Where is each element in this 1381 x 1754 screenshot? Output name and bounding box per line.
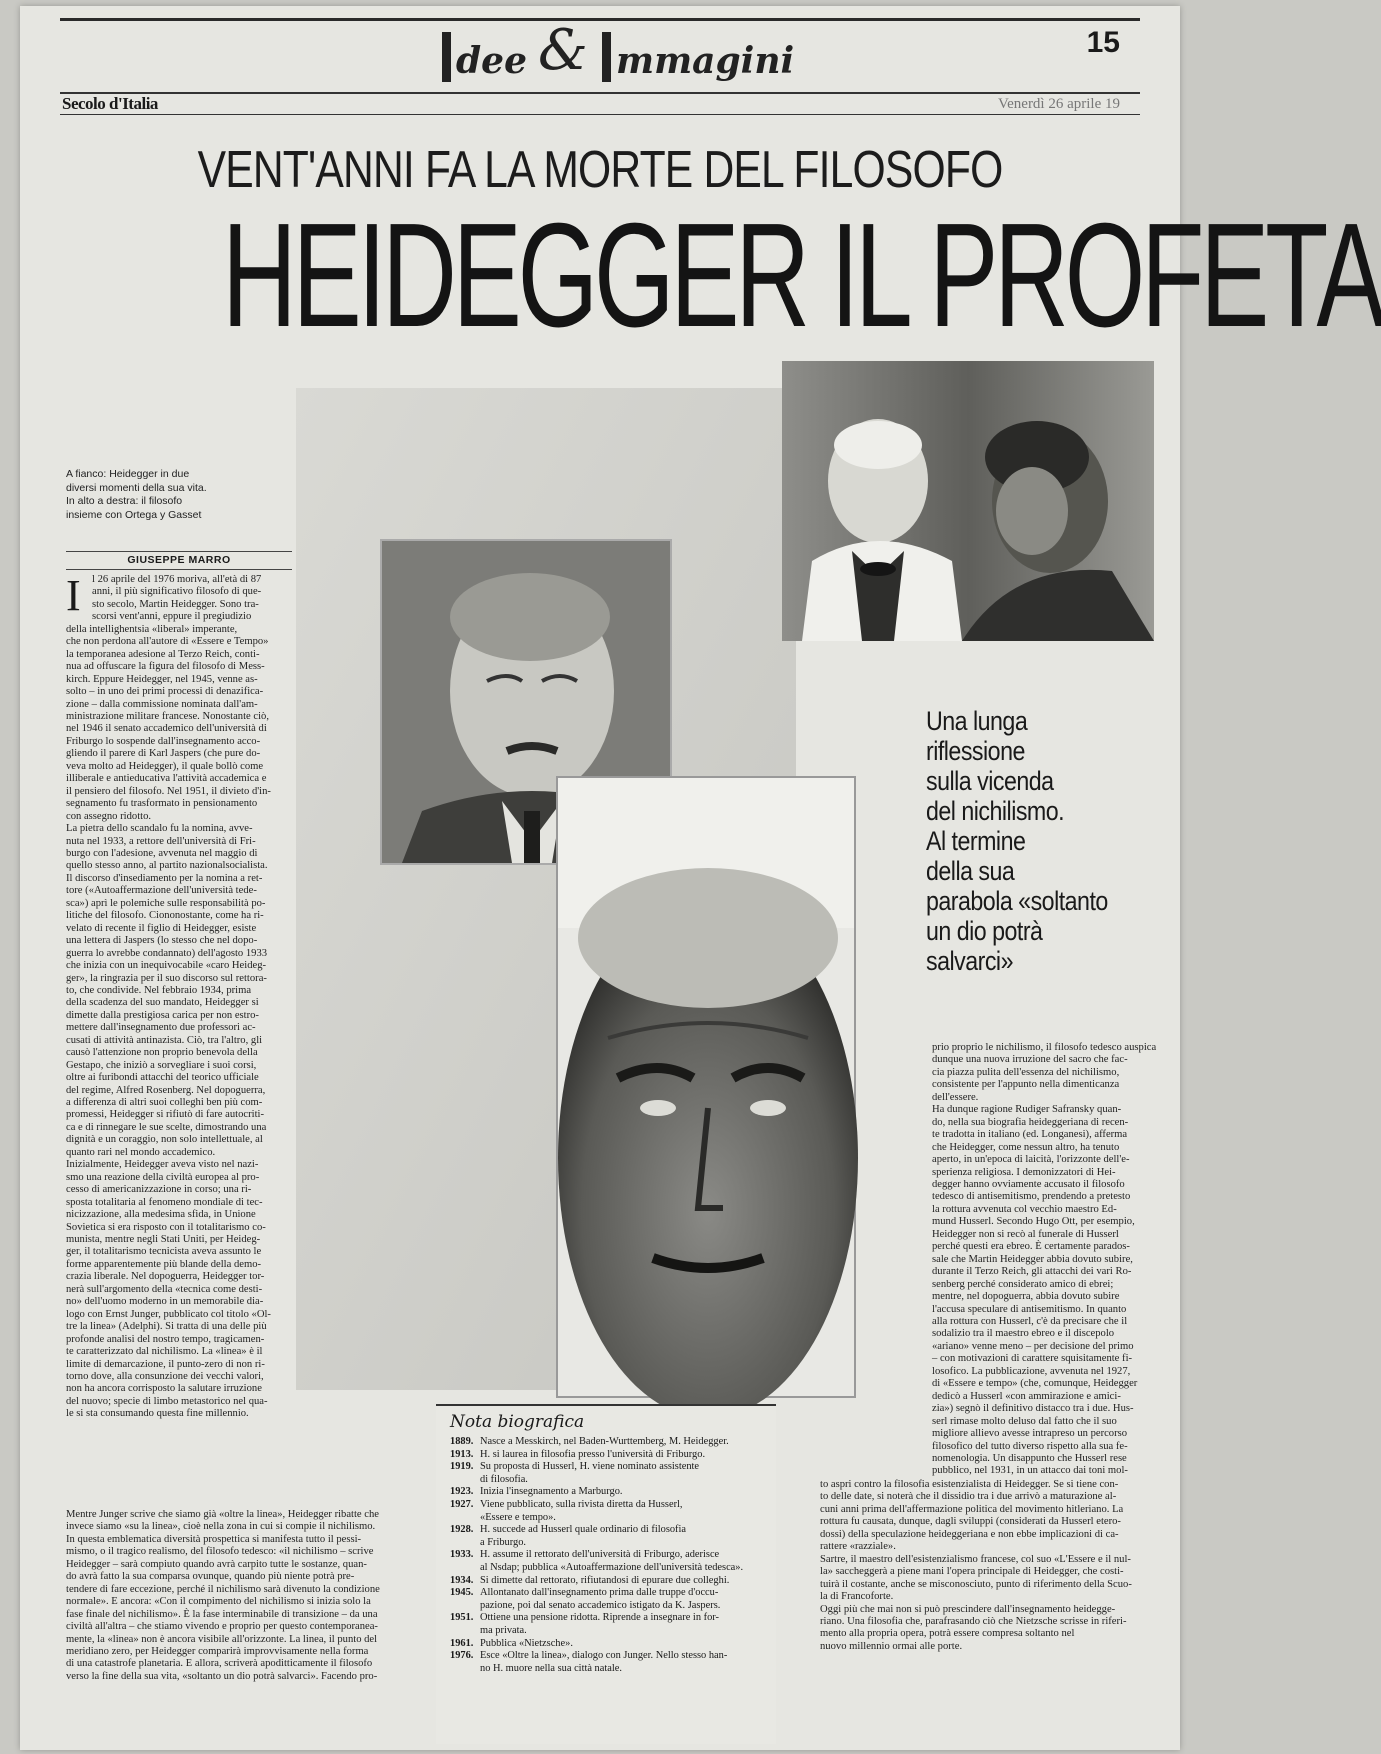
article-column-right <box>932 1042 1158 1478</box>
text-line: senberg perché considerato amico di ebrei; <box>932 1278 1114 1290</box>
rubric-word-right: mmagini <box>616 40 795 82</box>
entry-year: 1927. <box>450 1498 474 1510</box>
text-line: Heidegger non si recò al funerale di Husserl <box>932 1228 1119 1240</box>
text-line: mettere dall'insegnamento due professori ac- <box>66 1022 256 1034</box>
text-line: la rottura avvenuta col vecchio maestro Ed- <box>932 1203 1117 1215</box>
text-line: ca e di rinnegare le sue scelte, dimostrando una <box>66 1121 267 1133</box>
text-line: dignità e un coraggio, non solo intellettuale, al <box>66 1134 263 1146</box>
entry-text-line: Viene pubblicato, sulla rivista diretta da Husserl, <box>480 1498 683 1510</box>
text-line: non ha ancora corrisposto la salutare irruzione <box>66 1383 262 1395</box>
pull-quote-line: parabola «soltanto <box>926 886 1108 916</box>
rubric-ampersand: & <box>538 18 588 83</box>
rubric-word-left: dee <box>456 40 527 82</box>
photo-heidegger-closeup-image <box>558 778 854 1396</box>
text-line: nicizzazione, alla medesima sfida, in Unione <box>66 1209 256 1221</box>
text-line: torno dove, alla consunzione dei vecchi valori, <box>66 1371 264 1382</box>
pull-quote-line: della sua <box>926 856 1015 886</box>
biographical-entry <box>450 1499 770 1524</box>
caption-line: In alto a destra: il filosofo <box>66 495 183 507</box>
biographical-entry <box>450 1486 770 1499</box>
entry-text <box>480 1449 770 1462</box>
pull-quote <box>926 706 1156 976</box>
entry-year: 1928. <box>450 1524 474 1536</box>
pull-quote-line: Una lunga <box>926 706 1028 736</box>
entry-text <box>480 1486 770 1499</box>
text-line: prio proprio le nichilismo, il filosofo tedesco auspica <box>932 1042 1157 1053</box>
text-line: pubblico, nel 1931, in un attacco dai toni mol- <box>932 1465 1128 1477</box>
biographical-note-title: Nota biografica <box>450 1412 585 1432</box>
entry-text-line: H. assume il rettorato dell'università di Friburgo, aderisce <box>480 1549 720 1561</box>
text-line: nuovo millennio ormai alle porte. <box>820 1640 963 1652</box>
entry-text-line: ma privata. <box>480 1624 527 1636</box>
biographical-entry <box>450 1549 770 1574</box>
text-line: limite di demarcazione, il punto-zero di non ri- <box>66 1358 265 1370</box>
entry-year: 1889. <box>450 1436 474 1447</box>
text-line: te caratterizzato dal nichilismo. La «linea» è il <box>66 1346 263 1358</box>
text-line: quanto rari nel mondo accademico. <box>66 1146 216 1158</box>
text-line: oltre ai furibondi attacchi del teorico ufficiale <box>66 1072 259 1084</box>
entry-year: 1976. <box>450 1650 474 1662</box>
entry-text-line: H. si laurea in filosofia presso l'università di Friburgo. <box>480 1448 706 1460</box>
text-line: munista, mentre negli Stati Uniti, per Heideg- <box>66 1234 261 1246</box>
text-line: durante il Terzo Reich, gli attacchi dei vari Ro- <box>932 1266 1132 1278</box>
text-line: meridiano zero, per Heidegger comparirà improvvisamente nella forma <box>66 1645 369 1657</box>
text-line: nel 1946 il senato accademico dell'università di <box>66 723 267 735</box>
pull-quote-line: un dio potrà <box>926 916 1043 946</box>
text-line: filosofico del tutto diverso rispetto alla sua fe- <box>932 1440 1128 1452</box>
text-line: Gestapo, che iniziò a sorvegliare i suoi corsi, <box>66 1059 257 1071</box>
entry-text <box>480 1587 770 1612</box>
text-line: Mentre Junger scrive che siamo già «oltre la linea», Heidegger ribatte che <box>66 1509 379 1520</box>
text-line: Heidegger – sarà compiuto quando avrà carpito tutte le sostanze, quan- <box>66 1558 367 1570</box>
entry-text-line: al Nsdap; pubblica «Autoaffermazione dell'università tedesca». <box>480 1561 744 1573</box>
entry-text-line: a Friburgo. <box>480 1536 526 1548</box>
biographical-entry <box>450 1587 770 1612</box>
text-line: l 26 aprile del 1976 moriva, all'età di 87 <box>92 574 262 585</box>
text-line: il pensiero del filosofo. Nel 1951, il divieto d'in- <box>66 785 271 797</box>
entry-year: 1951. <box>450 1612 474 1624</box>
text-line: fase finale del nichilismo». È la fase interminabile di transizione – da una <box>66 1608 378 1620</box>
photo-caption <box>66 468 246 522</box>
text-line: scorsi vent'anni, eppure il pregiudizio <box>92 611 252 623</box>
text-line: La pietra dello scandalo fu la nomina, avve- <box>66 823 253 835</box>
biographical-entry <box>450 1461 770 1486</box>
masthead-rule-bottom <box>60 114 1140 115</box>
text-line: ger», la ringrazia per il suo discorso sul rettora- <box>66 972 267 984</box>
text-line: to, che condivide. Nel febbraio 1934, prima <box>66 984 252 996</box>
text-line: le si sta consumando questa fine millennio. <box>66 1408 249 1420</box>
entry-text-line: Su proposta di Husserl, H. viene nominato assistente <box>480 1461 700 1473</box>
text-line: della intellighentsia «liberal» imperante, <box>66 623 238 635</box>
text-line: quello stesso anno, al partito nazionalsocialista. <box>66 860 268 872</box>
entry-text-line: Inizia l'insegnamento a Marburgo. <box>480 1486 623 1498</box>
text-line: del nuovo; specie di limbo metastorico nel qua- <box>66 1395 268 1407</box>
text-line: che Heidegger, come nessun altro, ha tenuto <box>932 1141 1120 1153</box>
text-line: dossi) della speculazione heideggeriana e non ebbe implicazioni di ca- <box>820 1528 1119 1540</box>
text-line: che inizia con un inequivocabile «caro Heideg- <box>66 960 267 972</box>
text-line: invece siamo «su la linea», cioè nella zona in cui si compie il nichilismo. <box>66 1521 376 1533</box>
text-line: Sartre, il maestro dell'esistenzialismo francese, col suo «L'Essere e il nul- <box>820 1553 1131 1565</box>
text-line: Oggi più che mai non si può prescindere dall'insegnamento heidegge- <box>820 1603 1116 1615</box>
article-column-right-bottom <box>820 1479 1158 1653</box>
entry-year: 1933. <box>450 1549 474 1561</box>
pull-quote-line: Al termine <box>926 826 1026 856</box>
text-line: zia») segnò il definitivo distacco tra i due. Hus- <box>932 1403 1134 1415</box>
text-line: aperto, in un'epoca di laicità, l'orizzonte dell'e- <box>932 1154 1130 1166</box>
text-line: la di Francoforte. <box>820 1591 894 1603</box>
text-line: ministrazione militare francese. Nonostante ciò, <box>66 710 269 722</box>
text-line: rottura fu causata, dunque, dagli sviluppi (considerati da Husserl etero- <box>820 1516 1121 1528</box>
biographical-entry <box>450 1524 770 1549</box>
text-line: illiberale e antieducativa l'attività accademica e <box>66 773 267 785</box>
text-line: promessi, Heidegger si rifiutò di fare autocriti- <box>66 1109 264 1121</box>
text-line: nua ad offuscare la figura del filosofo di Mess- <box>66 661 265 673</box>
text-line: mentre, nel dopoguerra, abbia dovuto subire <box>932 1291 1120 1303</box>
text-line: crazia liberale. Nel dopoguerra, Heidegger tor- <box>66 1271 265 1283</box>
text-line: velato di recente il figlio di Heidegger, esiste <box>66 922 257 934</box>
entry-text <box>480 1436 770 1449</box>
byline-rule-top <box>66 551 292 552</box>
text-line: to delle date, si noterà che il dissidio tra i due arrivò a maturazione al- <box>820 1491 1117 1503</box>
entry-text <box>480 1638 770 1651</box>
text-line: «ariano» venne meno – per decisione del primo <box>932 1340 1134 1352</box>
text-line: sperienza religiosa. I demonizzatori di Hei- <box>932 1166 1116 1178</box>
text-line: Inizialmente, Heidegger aveva visto nel nazi- <box>66 1159 259 1171</box>
text-line: cusati di attività antinazista. Ciò, tra l'altro, gli <box>66 1034 263 1046</box>
paper-name: Secolo d'Italia <box>62 94 158 113</box>
text-line: del regime, Alfred Rosenberg. Nel dopoguerra, <box>66 1084 266 1096</box>
text-line: sto secolo, Martin Heidegger. Sono tra- <box>92 598 259 610</box>
text-line: litiche del filosofo. Ciononostante, come ha ri- <box>66 910 264 922</box>
text-line: riano. Una filosofia che, parafrasando ciò che Nietzsche scrisse in riferi- <box>820 1615 1127 1627</box>
text-line: Friburgo lo sospende dall'insegnamento acco- <box>66 735 261 747</box>
text-line: sodalizio tra il maestro ebreo e il discepolo <box>932 1328 1115 1340</box>
text-line: la» saccheggerà a piene mani l'opera principale di Heidegger, che costi- <box>820 1566 1124 1578</box>
text-line: mente, la «linea» non è ancora visibile all'orizzonte. La linea, il punto del <box>66 1633 378 1645</box>
text-line: profonde analisi del nostro tempo, tragicamen- <box>66 1333 265 1345</box>
caption-line: insieme con Ortega y Gasset <box>66 508 202 521</box>
text-line: solto – in uno dei primi processi di denazifica- <box>66 686 264 698</box>
text-line: di «Essere e tempo» (che, comunque, Heidegger <box>932 1378 1138 1390</box>
text-line: dedicò a Husserl «con ammirazione e amici- <box>932 1390 1121 1402</box>
photo-heidegger-ortega <box>782 361 1154 641</box>
text-line: a differenza di altri suoi colleghi ben più com- <box>66 1097 263 1109</box>
text-line: mismo, o il tragico realismo, del filosofo tedesco: «il nichilismo – scrive <box>66 1546 374 1558</box>
text-line: verso la fine della sua vita, «soltanto un dio potrà salvarci». Facendo pro- <box>66 1670 378 1682</box>
text-line: kirch. Eppure Heidegger, nel 1945, venne as- <box>66 673 258 685</box>
caption-line: A fianco: Heidegger in due <box>66 468 190 480</box>
text-line: degger hanno ovviamente accusato il filosofo <box>932 1178 1125 1190</box>
main-headline: HEIDEGGER IL PROFETA <box>222 193 1381 358</box>
byline: GIUSEPPE MARRO <box>127 554 231 566</box>
text-line: mund Husserl. Secondo Hugo Ott, per esempio, <box>932 1216 1135 1228</box>
entry-year: 1961. <box>450 1637 474 1649</box>
entry-text <box>480 1524 770 1549</box>
text-line: consistente per l'appunto nella dimenticanza <box>932 1079 1120 1091</box>
text-line: l'accusa speculare di antisemitismo. In quanto <box>932 1303 1127 1315</box>
biographical-entry <box>450 1449 770 1462</box>
caption-line: diversi momenti della sua vita. <box>66 481 207 494</box>
entry-text-line: Esce «Oltre la linea», dialogo con Junger. Nello stesso han- <box>480 1650 728 1662</box>
text-line: serl rimase molto deluso dal fatto che il suo <box>932 1415 1117 1427</box>
entry-text <box>480 1461 770 1486</box>
text-line: della scadenza del suo mandato, Heidegger si <box>66 997 259 1009</box>
byline-rule-bottom <box>66 569 292 570</box>
entry-text-line: Ottiene una pensione ridotta. Riprende a insegnare in for- <box>480 1612 719 1624</box>
masthead-rule-top <box>60 92 1140 94</box>
text-line: losofico. La pubblicazione, avvenuta nel 1927, <box>932 1365 1131 1377</box>
rubric-bar-i <box>442 32 451 82</box>
text-line: dell'essere. <box>932 1091 979 1103</box>
text-line: perché questi era ebreo. È certamente parados- <box>932 1241 1130 1253</box>
text-line: la temporanea adesione al Terzo Reich, conti- <box>66 648 260 660</box>
text-line: logo con Ernst Junger, pubblicato col titolo «Ol- <box>66 1308 271 1320</box>
text-line: tre la linea» (Adelphi). Si tratta di una delle più <box>66 1321 267 1333</box>
text-line: forme apparentemente più blande della demo- <box>66 1258 262 1270</box>
text-line: civiltà all'altra – che stiamo vivendo e proprio per questo contemporanea- <box>66 1621 378 1633</box>
drop-cap: I <box>66 571 81 620</box>
text-line: no» dell'uomo moderno in un memorabile dia- <box>66 1296 264 1308</box>
text-line: mento alla propria opera, potrà essere compresa soltanto nel <box>820 1628 1075 1640</box>
text-line: guerra lo avrebbe condannato) dell'agosto 1933 <box>66 947 268 959</box>
text-line: sca») aprì le polemiche sulle responsabilità po- <box>66 897 266 909</box>
text-line: di una catastrofe planetaria. E allora, scriverà apoditticamente il filosofo <box>66 1658 373 1670</box>
entry-year: 1945. <box>450 1587 474 1599</box>
text-line: tedesco di antisemitismo, prendendo a pretesto <box>932 1191 1131 1203</box>
text-line: cuni anni prima dell'affermazione politica del movimento hitleriano. La <box>820 1503 1124 1515</box>
entry-year: 1913. <box>450 1448 474 1460</box>
pull-quote-line: salvarci» <box>926 946 1013 976</box>
text-line: normale». E ancora: «Con il compimento del nichilismo si inizia solo la <box>66 1596 371 1608</box>
newspaper-page <box>20 6 1381 1750</box>
page-number: 15 <box>1086 26 1120 59</box>
text-line: veva molto ad Heidegger), il quale bollò come <box>66 760 264 772</box>
entry-text-line: Si dimette dal rettorato, rifiutandosi di epurare due colleghi. <box>480 1574 730 1586</box>
issue-date: Venerdì 26 aprile 19 <box>997 96 1120 112</box>
entry-year: 1919. <box>450 1461 474 1473</box>
entry-text-line: no H. muore nella sua città natale. <box>480 1662 622 1674</box>
biographical-entry <box>450 1436 770 1449</box>
text-line: te tradotta in italiano (ed. Longanesi), afferma <box>932 1129 1128 1141</box>
article-column-bottom <box>66 1509 424 1683</box>
section-rubric <box>430 20 830 90</box>
text-line: dunque una nuova irruzione del sacro che fac- <box>932 1054 1128 1066</box>
text-line: con assegno ridotto. <box>66 810 152 822</box>
entry-text <box>480 1575 770 1588</box>
text-line: – con motivazioni di carattere squisitamente fi- <box>932 1353 1133 1365</box>
entry-text <box>480 1549 770 1574</box>
text-line: rattere «razziale». <box>820 1541 896 1553</box>
text-line: segnamento fu trasformato in pensionamento <box>66 798 258 810</box>
text-line: che non perdona all'autore di «Essere e Tempo» <box>66 636 269 648</box>
entry-text-line: Pubblica «Nietzsche». <box>480 1637 573 1649</box>
entry-text-line: Allontanato dall'insegnamento prima dalle truppe d'occu- <box>480 1587 719 1599</box>
biographical-entry <box>450 1650 770 1675</box>
kicker-headline: VENT'ANNI FA LA MORTE DEL FILOSOFO <box>197 141 1003 199</box>
biographical-note-list <box>450 1436 770 1675</box>
text-line: sale che Martin Heidegger abbia dovuto subire, <box>932 1253 1133 1265</box>
text-line: sposta totalitaria al fenomeno mondiale di tec- <box>66 1196 263 1208</box>
rubric-bar-m <box>602 32 611 82</box>
text-line: do, nella sua biografia heideggeriana di recen- <box>932 1116 1129 1128</box>
pull-quote-line: sulla vicenda <box>926 766 1054 796</box>
article-column-left <box>66 571 294 1421</box>
entry-text-line: di filosofia. <box>480 1473 528 1485</box>
text-line: burgo con l'adesione, avvenuta nel maggio di <box>66 847 258 859</box>
text-line: ger, il totalitarismo tecnicista aveva assunto le <box>66 1246 262 1258</box>
biographical-entry <box>450 1638 770 1651</box>
entry-year: 1923. <box>450 1486 474 1498</box>
text-line: migliore allievo avesse intrapreso un percorso <box>932 1428 1128 1440</box>
entry-text <box>480 1499 770 1524</box>
biographical-entry <box>450 1612 770 1637</box>
text-line: smo una reazione della civiltà europea al pro- <box>66 1171 260 1183</box>
entry-text-line: pazione, poi dal senato accademico istigato da K. Jaspers. <box>480 1599 721 1611</box>
text-line: cia piazza pulita dell'essenza del nichilismo, <box>932 1066 1120 1078</box>
text-line: to aspri contro la filosofia esistenzialista di Heidegger. Se si tiene con- <box>820 1479 1119 1490</box>
pull-quote-line: del nichilismo. <box>926 796 1065 826</box>
entry-year: 1934. <box>450 1574 474 1586</box>
text-line: anni, il più significativo filosofo di que- <box>92 586 262 598</box>
text-line: In questa emblematica diversità prospettica si manifesta tutto il pessi- <box>66 1533 362 1545</box>
text-line: do avrà fatto la sua comparsa ovunque, quando più niente potrà pre- <box>66 1571 355 1583</box>
text-line: tore («Autoaffermazione dell'università tede- <box>66 885 257 897</box>
text-line: tuirà il costante, anche se misconosciuto, punto di riferimento della Scuo- <box>820 1578 1132 1590</box>
photo-heidegger-ortega-image <box>782 361 1154 641</box>
text-line: nerà sull'argomento della «tecnica come desti- <box>66 1283 263 1295</box>
biographical-entry <box>450 1575 770 1588</box>
text-line: gliendo il parere di Karl Jaspers (che pure do- <box>66 748 261 760</box>
text-line: Ha dunque ragione Rudiger Safransky quan- <box>932 1104 1122 1116</box>
text-line: Sovietica si era risposto con il totalitarismo co- <box>66 1221 266 1233</box>
entry-text-line: «Essere e tempo». <box>480 1511 556 1523</box>
text-line: alla rottura con Husserl, c'è da precisare che il <box>932 1315 1128 1327</box>
text-line: nuta nel 1933, a rettore dell'università di Fri- <box>66 835 256 847</box>
pull-quote-line: riflessione <box>926 736 1025 766</box>
text-line: cesso di americanizzazione in corso; una ri- <box>66 1184 252 1196</box>
text-line: causò l'attenzione non proprio benevola della <box>66 1047 258 1059</box>
text-line: zione – dalla commissione nominata dall'am- <box>66 698 258 710</box>
photo-heidegger-closeup <box>556 776 856 1398</box>
entry-text <box>480 1650 770 1675</box>
biographical-note-box <box>436 1404 776 1744</box>
entry-text-line: Nasce a Messkirch, nel Baden-Wurttemberg, M. Heidegger. <box>480 1436 729 1447</box>
text-line: tendere di fare eccezione, perché il nichilismo sarà divenuto la condizione <box>66 1583 380 1595</box>
text-line: Il discorso d'insediamento per la nomina a ret- <box>66 872 263 884</box>
entry-text-line: H. succede ad Husserl quale ordinario di filosofia <box>480 1524 687 1536</box>
text-line: una lettera di Jaspers (lo stesso che nel dopo- <box>66 935 258 947</box>
text-line: nomenologia. Un disappunto che Husserl rese <box>932 1452 1127 1464</box>
entry-text <box>480 1612 770 1637</box>
text-line: dimette dalla prestigiosa carica per non estro- <box>66 1009 259 1021</box>
